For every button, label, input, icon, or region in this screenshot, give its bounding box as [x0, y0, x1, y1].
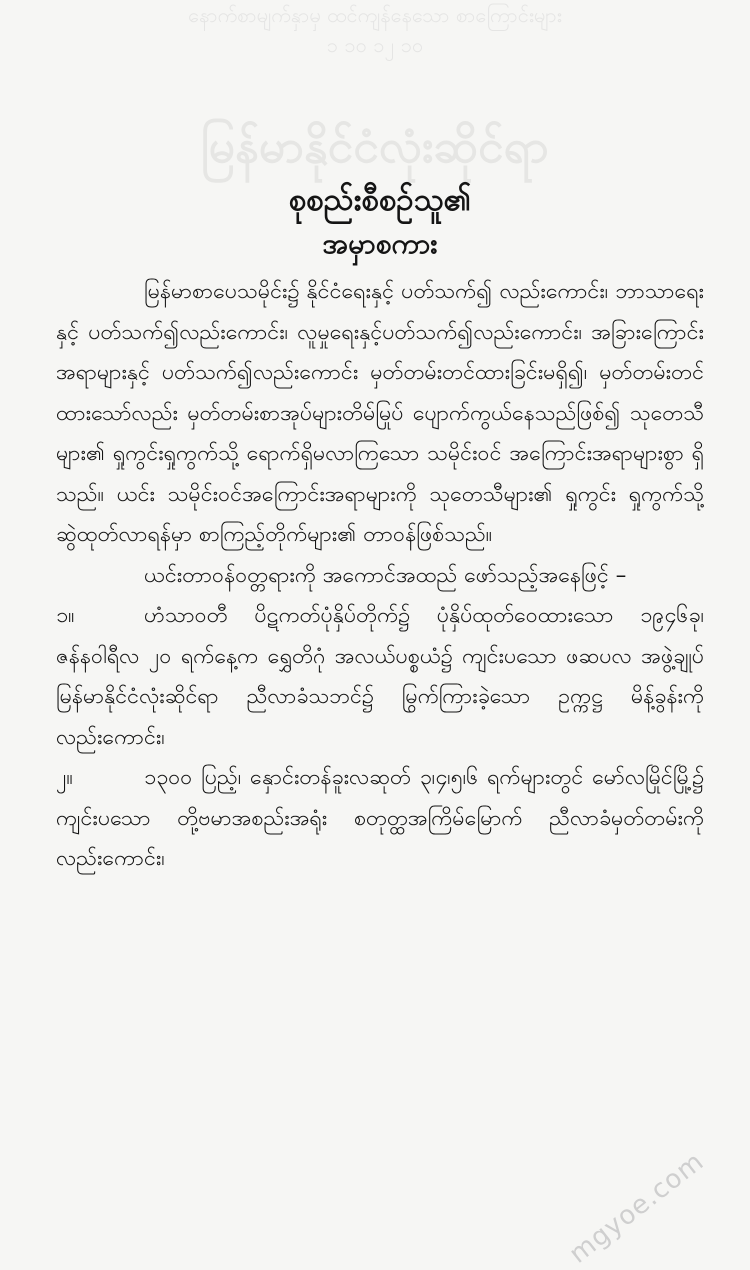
document-page: [56, 178, 704, 880]
page-subtitle: အမှာစကား: [322, 227, 438, 260]
list-item: ၁။ ဟံသာဝတီ ပိဋကတ်ပုံနှိပ်တိုက်၌ ပုံနှိပ်ထုတ်ဝေထားသော ၁၉၄၆ခု၊ ဇန်နဝါရီလ ၂၀ ရက်နေ့က ရွှေတိဂုံ အလယ်ပစ္စယံ၌ ကျင်းပသော ဖဆပလ အဖွဲ့ချုပ် မြန်မာနိုင်ငံလုံးဆိုင်ရာ ညီလာခံသဘင်၌ မြွက်ကြားခဲ့သော ဥက္ကဋ္ဌ မိန့်ခွန်းကိုလည်းကောင်း၊: [56, 596, 704, 758]
watermark: mgyoe.com: [563, 1146, 710, 1270]
bleed-line-2: ၁ ၁၀ ၁၂ ၁၀: [326, 33, 424, 57]
list-item-text: ဟံသာဝတီ ပိဋကတ်ပုံနှိပ်တိုက်၌ ပုံနှိပ်ထုတ်ဝေထားသော ၁၉၄၆ခု၊ ဇန်နဝါရီလ ၂၀ ရက်နေ့က ရွှေတိဂုံ အလယ်ပစ္စယံ၌ ကျင်းပသော ဖဆပလ အဖွဲ့ချုပ် မြန်မာနိုင်ငံလုံးဆိုင်ရာ ညီလာခံသဘင်၌ မြွက်ကြားခဲ့သော ဥက္ကဋ္ဌ မိန့်ခွန်းကိုလည်းကောင်း၊: [56, 603, 704, 750]
bleed-through-text: [0, 0, 750, 100]
page-title: စုစည်းစီစဉ်သူ၏: [288, 182, 472, 218]
paragraph-intro: မြန်မာစာပေသမိုင်း၌ နိုင်ငံရေးနှင့် ပတ်သက်၍ လည်းကောင်း၊ ဘာသာရေးနှင့် ပတ်သက်၍လည်းကောင်း၊ လူမှုရေးနှင့်ပတ်သက်၍လည်းကောင်း၊ အခြားကြောင်းအရာများနှင့် ပတ်သက်၍လည်းကောင်း မှတ်တမ်းတင်ထားခြင်းမရှိ၍၊ မှတ်တမ်းတင်ထားသော်လည်း မှတ်တမ်းစာအုပ်များတိမ်မြုပ် ပျောက်ကွယ်နေသည်ဖြစ်၍ သုတေသီများ၏ ရှုကွင်းရှုကွက်သို့ ရောက်ရှိမလာကြသော သမိုင်းဝင် အကြောင်းအရာများစွာ ရှိသည်။ ယင်း သမိုင်းဝင်အကြောင်းအရာများကို သုတေသီများ၏ ရှုကွင်း ရှုကွက်သို့ ဆွဲထုတ်လာရန်မှာ စာကြည့်တိုက်များ၏ တာဝန်ဖြစ်သည်။: [56, 279, 704, 547]
list-item-text: ၁၃၀၀ ပြည့်၊ နှောင်းတန်ခူးလဆုတ် ၃၊၄၊၅၊၆ ရက်များတွင် မော်လမြိုင်မြို့၌ ကျင်းပသော တို့ဗမာအစည်းအရုံး စတုတ္ထအကြိမ်မြောက် ညီလာခံမှတ်တမ်းကိုလည်းကောင်း၊: [56, 765, 704, 871]
list-item: ၂။ ၁၃၀၀ ပြည့်၊ နှောင်းတန်ခူးလဆုတ် ၃၊၄၊၅၊၆ ရက်များတွင် မော်လမြိုင်မြို့၌ ကျင်းပသော တို့ဗမာအစည်းအရုံး စတုတ္ထအကြိမ်မြောက် ညီလာခံမှတ်တမ်းကိုလည်းကောင်း၊: [56, 758, 704, 880]
bleed-through-title: မြန်မာနိုင်ငံလုံးဆိုင်ရာ: [201, 119, 549, 173]
bleed-line-1: နောက်စာမျက်နှာမှ ထင်ကျန်နေသော စာကြောင်းများ: [188, 3, 562, 27]
paragraph-lead: ယင်းတာဝန်ဝတ္တရားကို အကောင်အထည် ဖော်သည့်အနေဖြင့် –: [144, 562, 627, 588]
